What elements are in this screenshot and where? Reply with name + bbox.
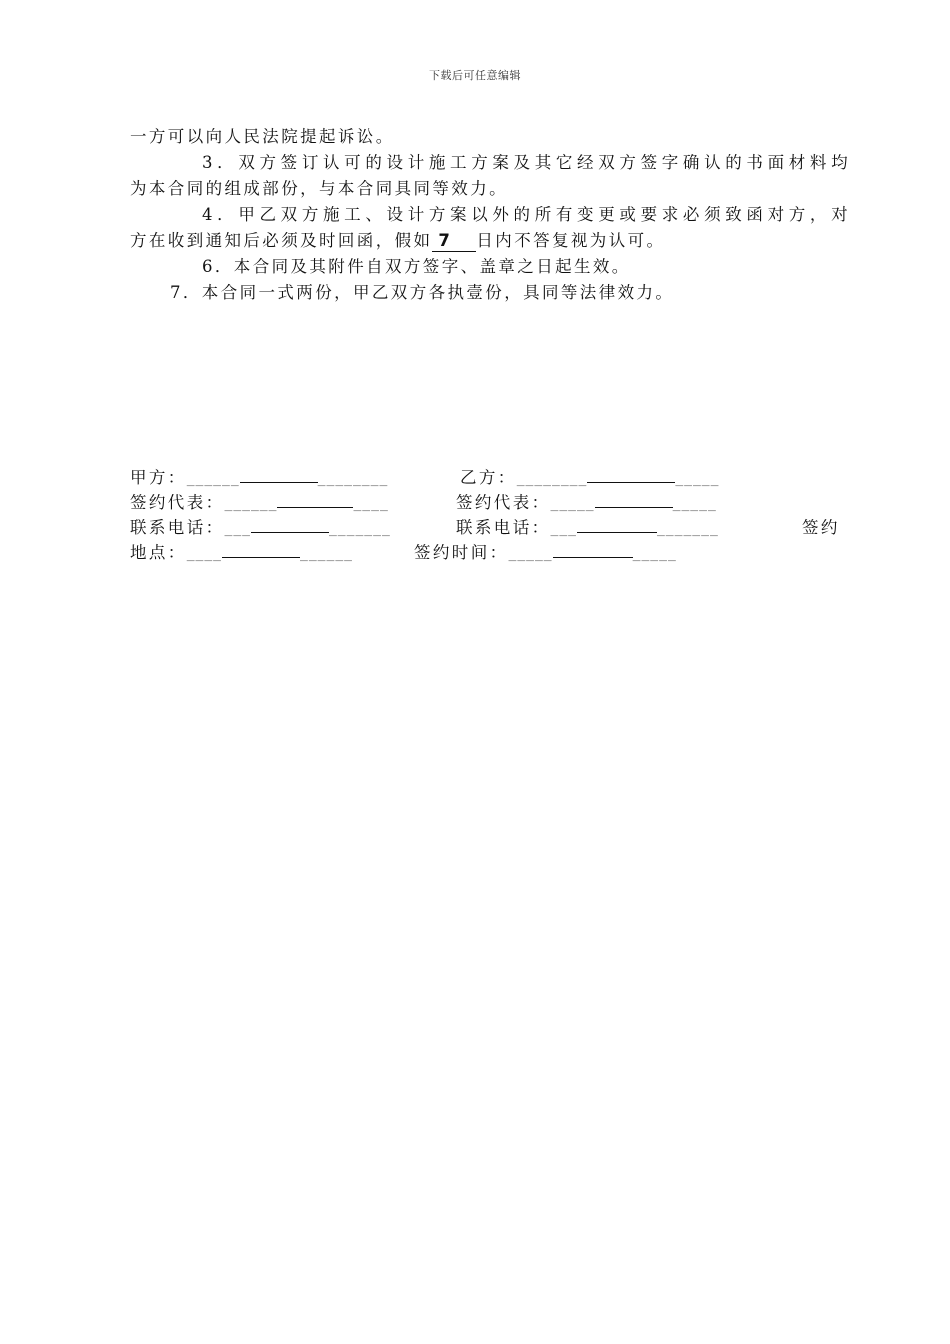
blank-dashes: ________ bbox=[516, 472, 588, 487]
phone-a-field bbox=[130, 514, 391, 538]
party-a-blank[interactable] bbox=[240, 466, 318, 483]
party-b-field bbox=[460, 464, 719, 488]
blank-dashes: _____ bbox=[632, 547, 677, 562]
blank-dashes: _____ bbox=[672, 497, 717, 512]
blank-dashes: ____ bbox=[186, 547, 223, 562]
place-label-part-2: 地点： bbox=[130, 543, 187, 562]
party-b-label: 乙方： bbox=[460, 468, 517, 487]
clause-4-text-after-days: 日内不答复视为认可。 bbox=[476, 231, 666, 250]
clause-6: 6．本合同及其附件自双方签字、盖章之日起生效。 bbox=[202, 257, 631, 276]
page-header: 下载后可任意编辑 bbox=[429, 69, 521, 82]
phone-b-blank[interactable] bbox=[577, 516, 657, 533]
blank-dashes: _____ bbox=[550, 497, 595, 512]
clause-3-line-2: 为本合同的组成部份，与本合同具同等效力。 bbox=[130, 179, 508, 198]
rep-a-label: 签约代表： bbox=[130, 493, 225, 512]
signature-row-place-time bbox=[130, 539, 850, 564]
blank-dashes: ___ bbox=[224, 522, 251, 537]
time-label: 签约时间： bbox=[414, 543, 509, 562]
party-b-blank[interactable] bbox=[587, 466, 675, 483]
signature-row-phones bbox=[130, 514, 850, 539]
blank-dashes: _____ bbox=[508, 547, 553, 562]
time-field bbox=[414, 539, 677, 563]
blank-dashes: ____ bbox=[353, 497, 389, 512]
clause-4-line-2 bbox=[130, 228, 850, 254]
clause-7: 7．本合同一式两份，甲乙双方各执壹份，具同等法律效力。 bbox=[170, 283, 675, 302]
rep-b-label: 签约代表： bbox=[456, 493, 551, 512]
place-field bbox=[130, 539, 353, 563]
clause-continuation: 一方可以向人民法院提起诉讼。 bbox=[130, 127, 395, 146]
contract-clauses bbox=[130, 124, 850, 306]
phone-a-label: 联系电话： bbox=[130, 518, 225, 537]
blank-dashes: ___ bbox=[550, 522, 577, 537]
rep-a-blank[interactable] bbox=[277, 491, 353, 508]
blank-dashes: ______ bbox=[224, 497, 278, 512]
phone-b-field bbox=[456, 514, 719, 538]
blank-dashes: ______ bbox=[300, 547, 353, 562]
place-blank[interactable] bbox=[222, 541, 300, 558]
phone-b-label: 联系电话： bbox=[456, 518, 551, 537]
blank-dashes: _______ bbox=[328, 522, 391, 537]
clause-4-text-before-days: 方在收到通知后必须及时回函，假如 bbox=[130, 231, 433, 250]
place-label-part-1: 签约 bbox=[802, 518, 840, 537]
blank-dashes: _____ bbox=[675, 472, 720, 487]
clause-3-line-1: 3．双方签订认可的设计施工方案及其它经双方签字确认的书面材料均 bbox=[202, 153, 850, 172]
signature-row-parties bbox=[130, 464, 850, 489]
party-a-label: 甲方： bbox=[130, 468, 187, 487]
signature-row-representatives bbox=[130, 489, 850, 514]
time-blank[interactable] bbox=[553, 541, 633, 558]
rep-b-blank[interactable] bbox=[595, 491, 673, 508]
phone-a-blank[interactable] bbox=[251, 516, 329, 533]
blank-dashes: _______ bbox=[656, 522, 719, 537]
rep-b-field bbox=[456, 489, 717, 513]
blank-dashes: ________ bbox=[317, 472, 389, 487]
response-days-value: 7 bbox=[432, 231, 476, 252]
blank-dashes: ______ bbox=[186, 472, 240, 487]
clause-4-line-1: 4．甲乙双方施工、设计方案以外的所有变更或要求必须致函对方，对 bbox=[202, 205, 850, 224]
rep-a-field bbox=[130, 489, 389, 513]
signature-block bbox=[130, 464, 850, 564]
party-a-field bbox=[130, 464, 388, 488]
